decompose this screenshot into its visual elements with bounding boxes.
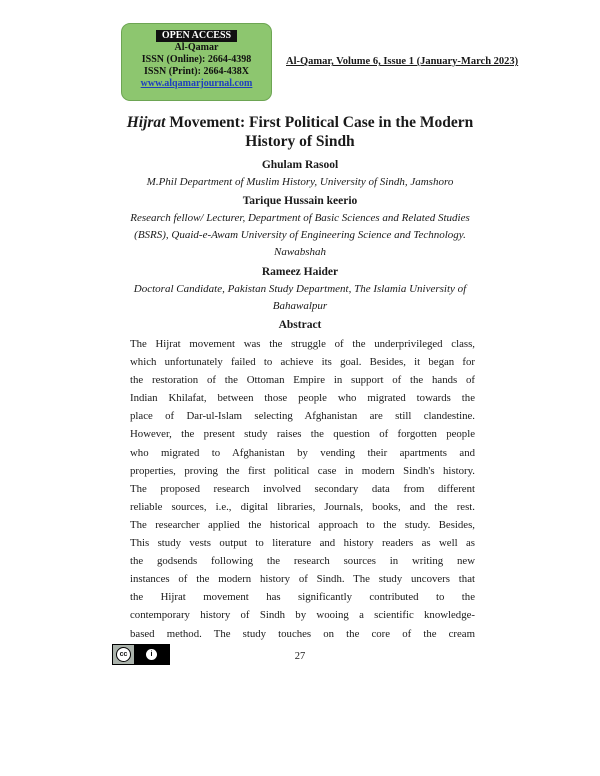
issn-online: ISSN (Online): 2664-4398 xyxy=(141,54,252,65)
cc-license-badge[interactable] xyxy=(112,644,170,665)
running-head: Al-Qamar, Volume 6, Issue 1 (January-March 2023) xyxy=(286,56,519,67)
abstract-line: based method. The study touches on the core of the cream xyxy=(130,627,475,640)
author-name: Ghulam Rasool xyxy=(261,159,339,171)
open-access-badge: OPEN ACCESS xyxy=(156,30,237,42)
paper-title xyxy=(100,113,500,151)
affiliation-line: Nawabshah xyxy=(274,246,326,258)
page-number: 27 xyxy=(294,651,306,662)
abstract-line: The proposed research involved secondary data from different xyxy=(130,482,475,495)
abstract-line: who migrated to Afghanistan by vending their apartments and xyxy=(130,446,475,459)
abstract-line: The researcher applied the historical approach to the study. Besides, xyxy=(130,518,475,531)
affiliation-line: Doctoral Candidate, Pakistan Study Department, The Islamia University of xyxy=(133,283,467,295)
abstract-line: contemporary history of Sindh by wooing a scientific knowledge- xyxy=(130,609,475,622)
affiliation-line: Bahawalpur xyxy=(272,300,328,312)
author-name: Tarique Hussain keerio xyxy=(242,195,358,207)
abstract-body xyxy=(130,335,475,643)
abstract-heading: Abstract xyxy=(278,319,322,331)
affiliation-line: (BSRS), Quaid-e-Awam University of Engineering Science and Technology. xyxy=(134,229,466,241)
author-affiliation xyxy=(95,210,505,261)
by-attribution-area xyxy=(134,645,169,664)
title-line2: History of Sindh xyxy=(245,133,355,150)
journal-name: Al-Qamar xyxy=(174,42,219,53)
abstract-line: which unfortunately failed to achieve its goal. Besides, it began for xyxy=(130,356,475,369)
author-name: Rameez Haider xyxy=(261,266,339,278)
abstract-line: This study vests output to literature and history readers as well as xyxy=(130,537,475,550)
affiliation-line: Research fellow/ Lecturer, Department of Basic Sciences and Related Studies xyxy=(130,212,470,224)
abstract-line: instances of the modern history of Sindh. The study uncovers that xyxy=(130,573,475,586)
abstract-line: Indian Khilafat, between those people who migrated towards the xyxy=(130,392,475,405)
issn-print: ISSN (Print): 2664-438X xyxy=(144,66,249,77)
abstract-line: the restoration of the Ottoman Empire in support of the hands of xyxy=(130,374,475,387)
journal-info-box xyxy=(121,23,272,101)
author-affiliation xyxy=(95,281,505,315)
journal-website-link[interactable]: www.alqamarjournal.com xyxy=(140,78,253,89)
title-italic-word: Hijrat xyxy=(126,114,166,131)
title-line1: Movement: First Political Case in the Modern xyxy=(165,114,474,131)
abstract-line: However, the present study raises the question of forgotten people xyxy=(130,428,475,441)
cc-icon: cc xyxy=(116,647,131,662)
abstract-line: the Hijrat movement has significantly contributed to the xyxy=(130,591,475,604)
abstract-line: reliable sources, i.e., digital libraries, Journals, books, and the rest. xyxy=(130,500,475,513)
affiliation-line: M.Phil Department of Muslim History, University of Sindh, Jamshoro xyxy=(146,176,454,188)
abstract-line: properties, proving the first political case in modern Sindh's history. xyxy=(130,464,475,477)
author-affiliation xyxy=(95,174,505,191)
abstract-line: place of Dar-ul-Islam selecting Afghanistan are still clandestine. xyxy=(130,410,475,423)
abstract-line: The Hijrat movement was the struggle of the underprivileged class, xyxy=(130,338,475,350)
abstract-line: the godsends following the research sources in writing new xyxy=(130,555,475,568)
attribution-icon: i xyxy=(146,649,157,660)
